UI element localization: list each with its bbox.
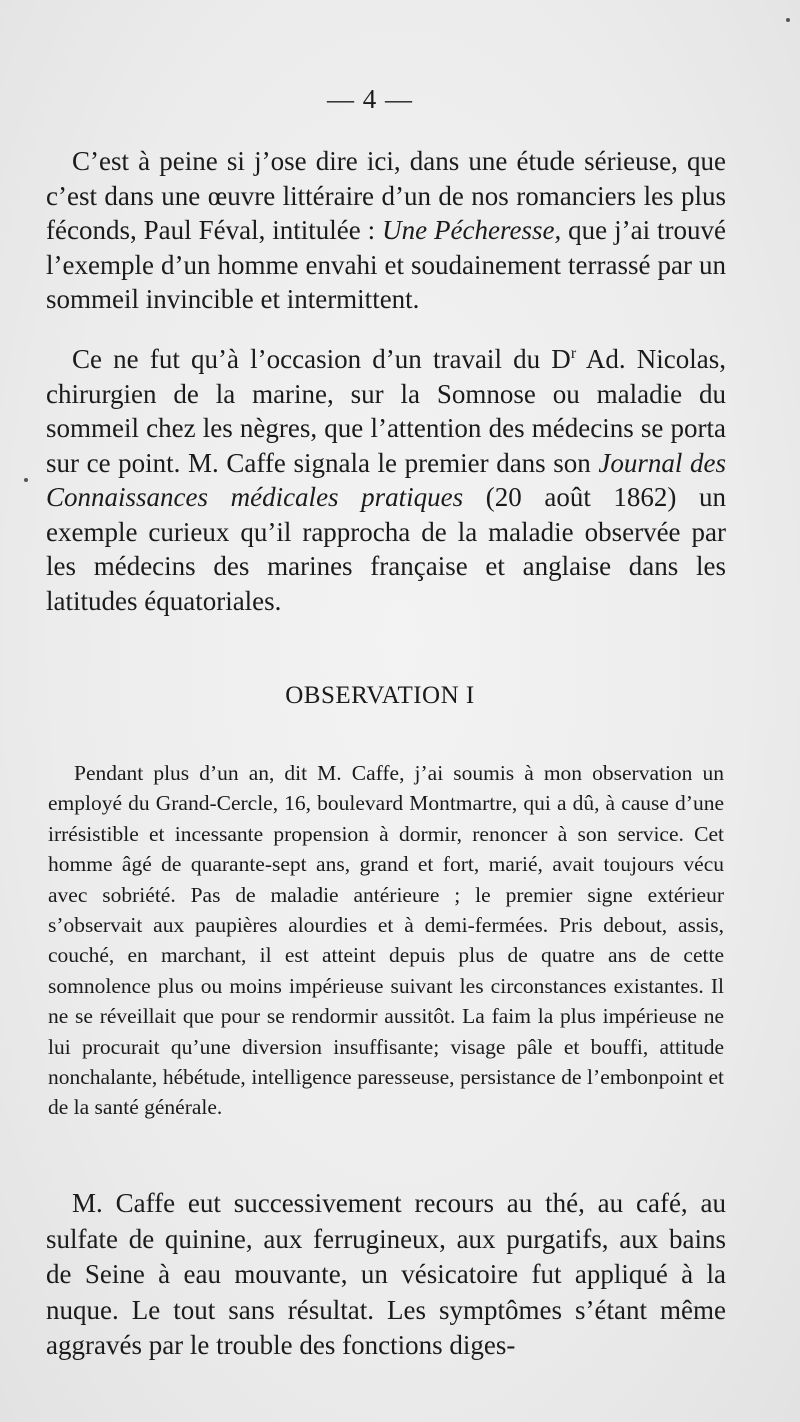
section-heading: OBSERVATION I (285, 682, 475, 709)
novel-title: Une Pécheresse, (382, 215, 562, 245)
paragraph-nicolas-caffe (46, 342, 726, 618)
paragraph-1-lead: C’est à peine si j’ose dire ici, dans une étude sérieuse, que c’est dans une œuvre littéraire d’un de nos romanciers les plus féconds, Paul Féval, intitulée : (46, 146, 726, 245)
paragraph-2-tail: (20 août 1862) un exemple curieux qu’il rapprocha de la maladie observée par les médecins des marines française et anglaise dans les latitudes équatoriales. (46, 482, 726, 616)
ink-speck (24, 478, 28, 482)
ink-speck (786, 18, 790, 22)
paragraph-romance-reference (46, 144, 726, 317)
paragraph-1-tail: que j’ai trouvé l’exemple d’un homme envahi et soudainement terrassé par un sommeil invincible et intermittent. (46, 215, 726, 314)
paragraph-2-lead: Ce ne fut qu’à l’occasion d’un travail du D (72, 344, 571, 374)
paragraph-treatments: M. Caffe eut successivement recours au thé, au café, au sulfate de quinine, aux ferrugineux, aux purgatifs, aux bains de Seine à eau mouvante, un vésicatoire fut appliqué à la nuque. Le tout sans résultat. Les symptômes s’étant même aggravés par le trouble des fonctions diges- (46, 1188, 726, 1360)
observation-text: Pendant plus d’un an, dit M. Caffe, j’ai soumis à mon observation un employé du Grand-Cercle, 16, boulevard Montmartre, qui a dû, à cause d’une irrésistible et incessante propension à dormir, renoncer à son service. Cet homme âgé de quarante-sept ans, grand et fort, marié, avait toujours vécu avec sobriété. Pas de maladie antérieure ; le premier signe extérieur s’observait aux paupières alourdies et à demi-fermées. Pris debout, assis, couché, en marchant, il est atteint depuis plus de quatre ans de cette somnolence plus ou moins impérieuse suivant les circonstances existantes. Il ne se réveillait que pour se rendormir aussitôt. La faim la plus impérieuse ne lui procurait qu’une diversion insuffisante; visage pâle et bouffi, attitude nonchalante, hébétude, intelligence paresseuse, persistance de l’embonpoint et de la santé générale. (48, 761, 724, 1120)
doctor-superscript: r (570, 345, 577, 362)
page-number: — 4 — (327, 84, 413, 114)
paragraph-2-mid: Ad. Nicolas, chirurgien de la marine, sur la Somnose ou maladie du sommeil chez les nègres, que l’attention des médecins se porta sur ce point. M. Caffe signala le premier dans son (46, 344, 726, 478)
journal-title: Journal des Connaissances médicales pratiques (46, 447, 726, 512)
